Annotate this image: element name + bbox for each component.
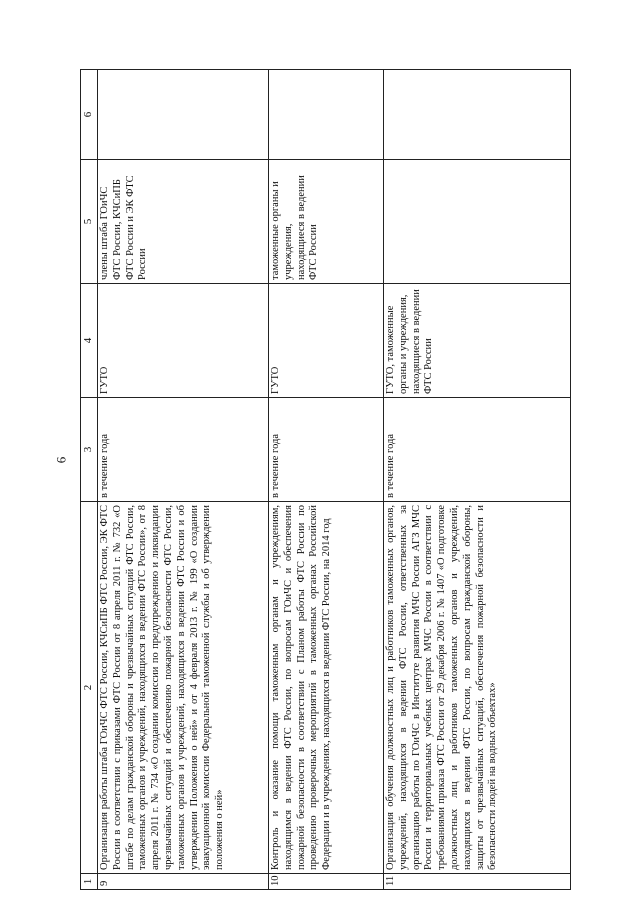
table-row [98, 70, 269, 890]
table-row [269, 70, 384, 890]
col-header-5: 5 [81, 160, 98, 284]
col-header-6: 6 [81, 70, 98, 160]
col-header-4: 4 [81, 284, 98, 398]
row-note [384, 70, 571, 160]
col-header-3: 3 [81, 398, 98, 502]
row-responsible: ГУТО, таможенные органы и учреждения, находящиеся в ведении ФТС России [384, 284, 571, 398]
row-deadline: в течение года [384, 398, 571, 502]
row-responsible: ГУТО [98, 284, 269, 398]
row-number: 9 [98, 874, 269, 890]
header-row [81, 70, 98, 890]
row-deadline: в течение года [269, 398, 384, 502]
row-description: Организация работы штаба ГОиЧС ФТС России, КЧСиПБ ФТС России, ЭК ФТС России в соответствии с приказами ФТС России от 8 апреля 2011 г. № 732 «О штабе по делам гражданской обороны и чрезвычайных ситуаций ФТС России, таможенных органов и учреждений, находящихся в ведении ФТС России», от 8 апреля 2011 г. № 734 «О создании комиссии по предупреждению и ликвидации чрезвычайных ситуаций и обеспечению пожарной безопасности ФТС России, таможенных органов и учреждений, находящихся в ведении ФТС России и об утверждении Положения о ней» и от 4 февраля 2013 г. № 199 «О создании эвакуационной комиссии Федеральной таможенной службы и об утверждении положения о ней» [98, 502, 269, 874]
col-header-1: 1 [81, 874, 98, 890]
row-deadline: в течение года [98, 398, 269, 502]
row-responsible: ГУТО [269, 284, 384, 398]
row-description: Контроль и оказание помощи таможенным органам и учреждениям, находящимся в ведении ФТС России, по вопросам ГОиЧС и обеспечения пожарной безопасности в соответствии с Планом работы ФТС России по проведению проверочных мероприятий в таможенных органах Российской Федерации и в учреждениях, находящихся в ведении ФТС России, на 2014 год [269, 502, 384, 874]
row-participants [384, 160, 571, 284]
rotated-table-sheet [80, 70, 600, 890]
plan-table [80, 69, 571, 890]
col-header-2: 2 [81, 502, 98, 874]
row-number: 11 [384, 874, 571, 890]
row-description: Организация обучения должностных лиц и работников таможенных органов, учреждений, находящихся в ведении ФТС России, ответственных за организацию работы по ГОиЧС в Институте развития МЧС России АГЗ МЧС России и территориальных учебных центрах МЧС России в соответствии с требованиями приказа ФТС России от 29 декабря 2006 г. № 1407 «О подготовке должностных лиц и работников таможенных органов и учреждений, находящихся в ведении ФТС России, по вопросам гражданской обороны, защиты от чрезвычайных ситуаций, обеспечения пожарной безопасности и безопасности людей на водных объектах» [384, 502, 571, 874]
row-participants: члены штаба ГОиЧС ФТС России, КЧСиПБ ФТС России и ЭК ФТС России [98, 160, 269, 284]
row-note [98, 70, 269, 160]
row-participants: таможенные органы и учреждения, находящиеся в ведении ФТС России [269, 160, 384, 284]
page-number: 6 [53, 456, 69, 464]
row-note [269, 70, 384, 160]
table-row [384, 70, 571, 890]
row-number: 10 [269, 874, 384, 890]
